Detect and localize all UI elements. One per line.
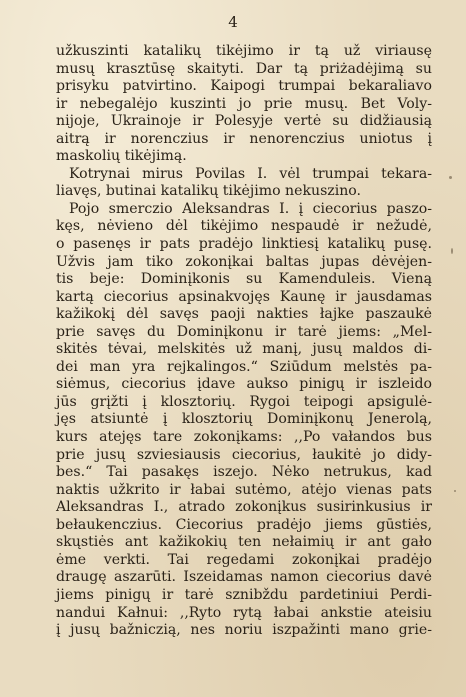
text-line: siėmus, ciecorius įdave aukso pinigų ir iszleido [56, 376, 432, 393]
text-line: nandui Kałnui: ,,Ryto rytą łabai ankstie ateisiu [56, 604, 432, 621]
text-line: nijoje, Ukrainoje ir Polesyje vertė su didžiausią [56, 113, 432, 130]
text-line: o pasenęs ir pats pradėjo linktiesį katalikų pusę. [56, 236, 432, 253]
print-speck [449, 176, 452, 179]
text-line: maskolių tikėjimą. [56, 148, 187, 165]
text-line: Pojo smerczio Aleksandras I. į ciecorius paszo- [69, 200, 432, 217]
text-line: bes.“ Tai pasakęs iszejo. Nėko netrukus, kad [56, 464, 432, 481]
text-line: jūs grįžti į klosztorių. Rygoi teipogi apsigulė- [56, 393, 432, 410]
text-line: ėme verkti. Tai regedami zokonįkai pradėjo [56, 551, 432, 568]
text-line: Kotrynai mirus Povilas I. vėl trumpai tekara- [69, 165, 432, 182]
text-line: ir nebegalėjo kuszinti jo prie musų. Bet Voly- [56, 95, 432, 112]
text-line: prisyku patvirtino. Kaipogi trumpai bekaraliavo [56, 78, 432, 95]
text-line: jiems pinigų ir tarė sznibždu pardetiniui Perdi- [56, 586, 432, 603]
text-line: kurs atejęs tare zokonįkams: ,,Po vałandos bus [56, 429, 432, 446]
text-line: skitės tėvai, melskitės už manį, jusų maldos di- [56, 341, 432, 358]
print-speck [451, 248, 453, 254]
text-line: skųstiės ant kažikokių ten nełaimių ir ant gało [56, 534, 432, 551]
text-line: draugę aszarūti. Iszeidamas namon ciecorius davė [56, 569, 432, 586]
text-line: liavęs, butinai katalikų tikėjimo nekuszino. [56, 183, 362, 200]
page-number: 4 [228, 13, 238, 31]
text-line: aitrą ir norenczius ir nenorenczius uniotus į [56, 130, 432, 147]
text-line: į jusų bažniczią, nes noriu iszpažinti mano grie- [56, 622, 432, 639]
text-line: užkuszinti katalikų tikėjimo ir tą už viriausę [56, 43, 432, 59]
text-line: Aleksandras I., atrado zokonįkus susirinkusius ir [56, 499, 432, 516]
text-line: jęs atsiuntė į klosztorių Dominįkonų Jenerolą, [56, 411, 432, 428]
text-line: tis beje: Dominįkonis su Kamenduleis. Vieną [56, 271, 432, 288]
text-line: Užvis jam tiko zokonįkai baltas jupas dėvėjen- [56, 253, 432, 270]
body-text [56, 43, 432, 640]
text-line: kęs, nėvieno dėl tikėjimo nespaudė ir nežudė, [56, 218, 432, 235]
text-line: prie jusų szviesiausis ciecorius, łaukitė jo didy- [56, 446, 432, 463]
text-line: dei man yra rejkalingos.“ Sziūdum melstės pa- [56, 358, 432, 375]
text-line: musų krasztūsę skaityti. Dar tą priżadėjimą su [56, 60, 432, 77]
text-line: kartą ciecorius apsinakvojęs Kaunę ir jausdamas [56, 288, 432, 305]
text-line: kažikokį dėl savęs paoji nakties łajke paszaukė [56, 306, 432, 323]
text-line: naktis užkrito ir łabai sutėmo, atėjo vienas pats [56, 481, 432, 498]
print-speck [454, 490, 456, 492]
text-line: prie savęs du Dominįkonu ir tarė jiems: „Mel- [56, 323, 432, 340]
text-line: bełaukenczius. Ciecorius pradėjo jiems gūstiės, [56, 516, 432, 533]
